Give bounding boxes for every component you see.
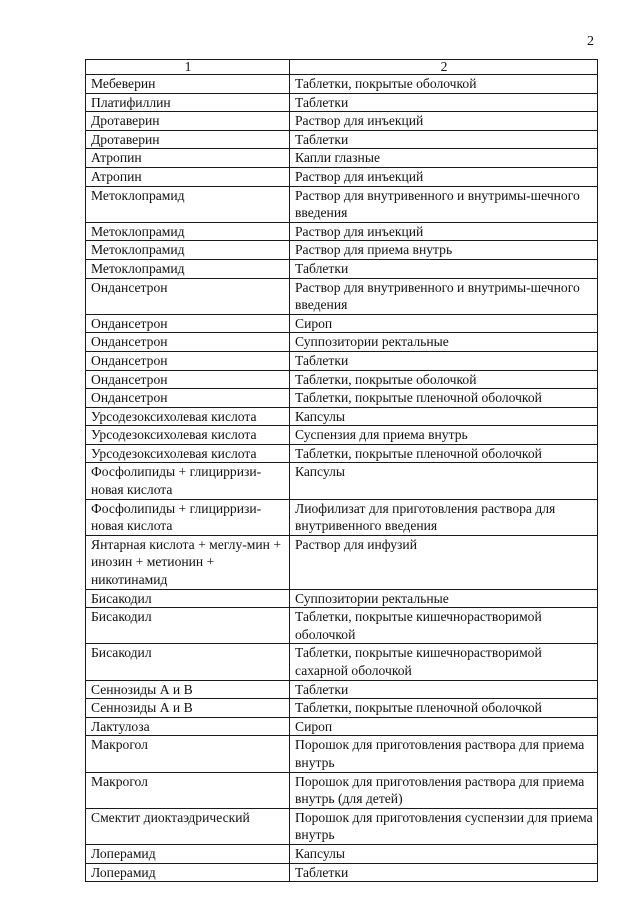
substance-cell: Фосфолипиды + глицирризи-новая кислота: [86, 463, 290, 499]
column-header-1: 1: [86, 60, 290, 75]
table-row: [86, 608, 598, 644]
substance-cell: Метоклопрамид: [86, 222, 290, 241]
substance-cell: Ондансетрон: [86, 333, 290, 352]
drug-forms-table: [85, 59, 598, 882]
substance-cell: Метоклопрамид: [86, 186, 290, 222]
substance-cell: Лоперамид: [86, 844, 290, 863]
dosage-form-cell: Раствор для инъекций: [290, 222, 598, 241]
dosage-form-cell: Таблетки: [290, 259, 598, 278]
dosage-form-cell: Капсулы: [290, 407, 598, 426]
table-row: [86, 278, 598, 314]
dosage-form-cell: Лиофилизат для приготовления раствора для внутривенного введения: [290, 499, 598, 535]
dosage-form-cell: Сироп: [290, 314, 598, 333]
substance-cell: Атропин: [86, 149, 290, 168]
substance-cell: Ондансетрон: [86, 351, 290, 370]
substance-cell: Бисакодил: [86, 644, 290, 680]
dosage-form-cell: Капсулы: [290, 463, 598, 499]
substance-cell: Метоклопрамид: [86, 241, 290, 260]
dosage-form-cell: Раствор для инъекций: [290, 167, 598, 186]
dosage-form-cell: Суспензия для приема внутрь: [290, 426, 598, 445]
substance-cell: Смектит диоктаэдрический: [86, 808, 290, 844]
table-row: [86, 241, 598, 260]
table-row: [86, 149, 598, 168]
substance-cell: Ондансетрон: [86, 314, 290, 333]
dosage-form-cell: Раствор для приема внутрь: [290, 241, 598, 260]
dosage-form-cell: Раствор для внутривенного и внутримы-шечного введения: [290, 278, 598, 314]
table-row: [86, 167, 598, 186]
table-row: [86, 186, 598, 222]
substance-cell: Дротаверин: [86, 112, 290, 131]
dosage-form-cell: Суппозитории ректальные: [290, 589, 598, 608]
substance-cell: Платифиллин: [86, 93, 290, 112]
substance-cell: Сеннозиды А и В: [86, 680, 290, 699]
substance-cell: Ондансетрон: [86, 370, 290, 389]
table-row: [86, 222, 598, 241]
table-row: [86, 463, 598, 499]
table-row: [86, 589, 598, 608]
table-row: [86, 499, 598, 535]
dosage-form-cell: Сироп: [290, 717, 598, 736]
dosage-form-cell: Таблетки, покрытые оболочкой: [290, 370, 598, 389]
table-row: [86, 130, 598, 149]
substance-cell: Урсодезоксихолевая кислота: [86, 426, 290, 445]
substance-cell: Атропин: [86, 167, 290, 186]
substance-cell: Мебеверин: [86, 75, 290, 94]
table-header-row: [86, 60, 598, 75]
table-row: [86, 717, 598, 736]
substance-cell: Дротаверин: [86, 130, 290, 149]
page-number: 2: [587, 34, 594, 49]
table-row: [86, 93, 598, 112]
substance-cell: Сеннозиды А и В: [86, 699, 290, 718]
table-row: [86, 772, 598, 808]
dosage-form-cell: Порошок для приготовления раствора для приема внутрь: [290, 736, 598, 772]
substance-cell: Бисакодил: [86, 589, 290, 608]
table-row: [86, 75, 598, 94]
dosage-form-cell: Таблетки: [290, 863, 598, 882]
table-row: [86, 389, 598, 408]
substance-cell: Макрогол: [86, 772, 290, 808]
table-row: [86, 426, 598, 445]
substance-cell: Урсодезоксихолевая кислота: [86, 407, 290, 426]
dosage-form-cell: Таблетки: [290, 680, 598, 699]
dosage-form-cell: Капсулы: [290, 844, 598, 863]
substance-cell: Урсодезоксихолевая кислота: [86, 444, 290, 463]
dosage-form-cell: Таблетки, покрытые пленочной оболочкой: [290, 699, 598, 718]
table-row: [86, 444, 598, 463]
substance-cell: Фосфолипиды + глицирризи-новая кислота: [86, 499, 290, 535]
table-row: [86, 535, 598, 589]
dosage-form-cell: Порошок для приготовления суспензии для приема внутрь: [290, 808, 598, 844]
table-row: [86, 112, 598, 131]
substance-cell: Ондансетрон: [86, 278, 290, 314]
substance-cell: Макрогол: [86, 736, 290, 772]
substance-cell: Ондансетрон: [86, 389, 290, 408]
dosage-form-cell: Раствор для инфузий: [290, 535, 598, 589]
substance-cell: Метоклопрамид: [86, 259, 290, 278]
dosage-form-cell: Таблетки: [290, 130, 598, 149]
table-row: [86, 863, 598, 882]
table-row: [86, 370, 598, 389]
dosage-form-cell: Таблетки: [290, 93, 598, 112]
table-body: [86, 75, 598, 882]
dosage-form-cell: Таблетки, покрытые пленочной оболочкой: [290, 389, 598, 408]
table-row: [86, 314, 598, 333]
table-row: [86, 407, 598, 426]
substance-cell: Бисакодил: [86, 608, 290, 644]
table-row: [86, 844, 598, 863]
dosage-form-cell: Порошок для приготовления раствора для приема внутрь (для детей): [290, 772, 598, 808]
substance-cell: Лоперамид: [86, 863, 290, 882]
table-row: [86, 333, 598, 352]
table-row: [86, 644, 598, 680]
table-row: [86, 736, 598, 772]
dosage-form-cell: Суппозитории ректальные: [290, 333, 598, 352]
dosage-form-cell: Таблетки, покрытые кишечнорастворимой сахарной оболочкой: [290, 644, 598, 680]
table-row: [86, 351, 598, 370]
dosage-form-cell: Раствор для инъекций: [290, 112, 598, 131]
dosage-form-cell: Таблетки: [290, 351, 598, 370]
dosage-form-cell: Раствор для внутривенного и внутримы-шечного введения: [290, 186, 598, 222]
substance-cell: Янтарная кислота + меглу-мин + инозин + метионин + никотинамид: [86, 535, 290, 589]
dosage-form-cell: Таблетки, покрытые кишечнорастворимой оболочкой: [290, 608, 598, 644]
table-row: [86, 808, 598, 844]
table-row: [86, 680, 598, 699]
column-header-2: 2: [290, 60, 598, 75]
substance-cell: Лактулоза: [86, 717, 290, 736]
dosage-form-cell: Капли глазные: [290, 149, 598, 168]
dosage-form-cell: Таблетки, покрытые пленочной оболочкой: [290, 444, 598, 463]
dosage-form-cell: Таблетки, покрытые оболочкой: [290, 75, 598, 94]
table-row: [86, 259, 598, 278]
table-row: [86, 699, 598, 718]
